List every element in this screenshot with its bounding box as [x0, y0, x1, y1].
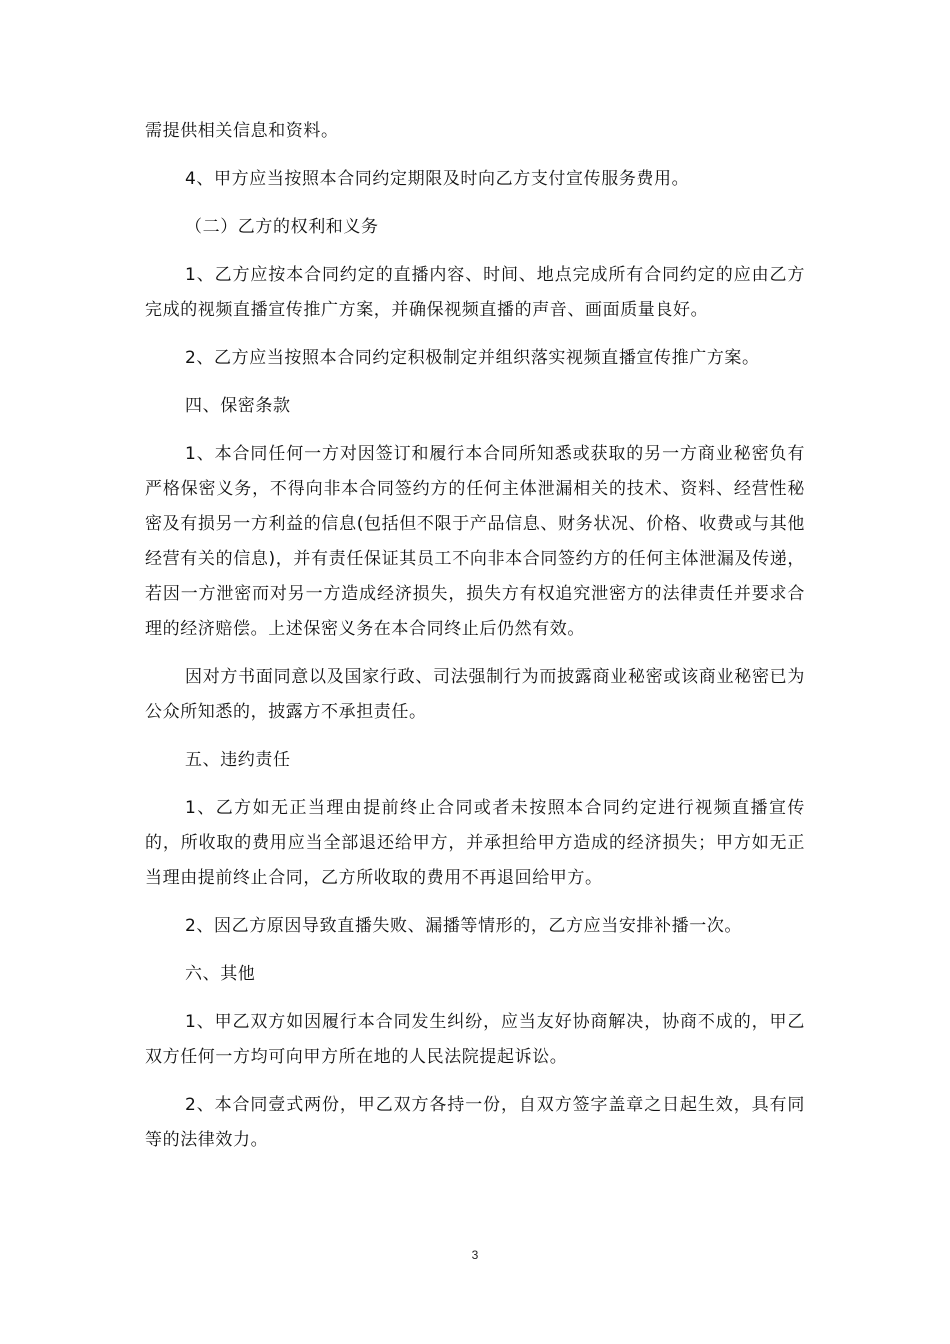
paragraph-continuation: 需提供相关信息和资料。 — [145, 121, 339, 141]
paragraph-confidentiality-clause-1: 1、本合同任何一方对因签订和履行本合同所知悉或获取的另一方商业秘密负有严格保密义务，不得向非本合同签约方的任何主体泄漏相关的技术、资料、经营性秘密及有损另一方利益的信息(包括但不限于产品信息、财务状况、价格、收费或与其他经营有关的信息)，并有责任保证其员工不向非本合同签约方的任何主体泄漏及传递，若因一方泄密而对另一方造成经济损失，损失方有权追究泄密方的法律责任并要求合理的经济赔偿。上述保密义务在本合同终止后仍然有效。 — [145, 444, 805, 639]
paragraph-breach-clause-2: 2、因乙方原因导致直播失败、漏播等情形的，乙方应当安排补播一次。 — [185, 916, 743, 936]
heading-other: 六、其他 — [185, 964, 256, 984]
page-number: 3 — [471, 1248, 479, 1262]
heading-confidentiality: 四、保密条款 — [185, 396, 291, 416]
paragraph-other-clause-2: 2、本合同壹式两份，甲乙双方各持一份，自双方签字盖章之日起生效，具有同等的法律效力。 — [145, 1095, 805, 1150]
paragraph-breach-clause-1: 1、乙方如无正当理由提前终止合同或者未按照本合同约定进行视频直播宣传的，所收取的费用应当全部退还给甲方，并承担给甲方造成的经济损失；甲方如无正当理由提前终止合同，乙方所收取的费用不再退回给甲方。 — [145, 798, 805, 888]
paragraph-party-b-clause-2: 2、乙方应当按照本合同约定积极制定并组织落实视频直播宣传推广方案。 — [185, 348, 760, 368]
heading-breach-liability: 五、违约责任 — [185, 750, 291, 770]
subheading-party-b-rights: （二）乙方的权利和义务 — [185, 217, 379, 237]
paragraph-confidentiality-exception: 因对方书面同意以及国家行政、司法强制行为而披露商业秘密或该商业秘密已为公众所知悉的，披露方不承担责任。 — [145, 667, 805, 722]
document-body — [145, 114, 805, 1171]
paragraph-other-clause-1: 1、甲乙双方如因履行本合同发生纠纷，应当友好协商解决，协商不成的，甲乙双方任何一方均可向甲方所在地的人民法院提起诉讼。 — [145, 1012, 805, 1067]
paragraph-party-b-clause-1: 1、乙方应按本合同约定的直播内容、时间、地点完成所有合同约定的应由乙方完成的视频直播宣传推广方案，并确保视频直播的声音、画面质量良好。 — [145, 265, 805, 320]
paragraph-payment-duty: 4、甲方应当按照本合同约定期限及时向乙方支付宣传服务费用。 — [185, 169, 690, 189]
